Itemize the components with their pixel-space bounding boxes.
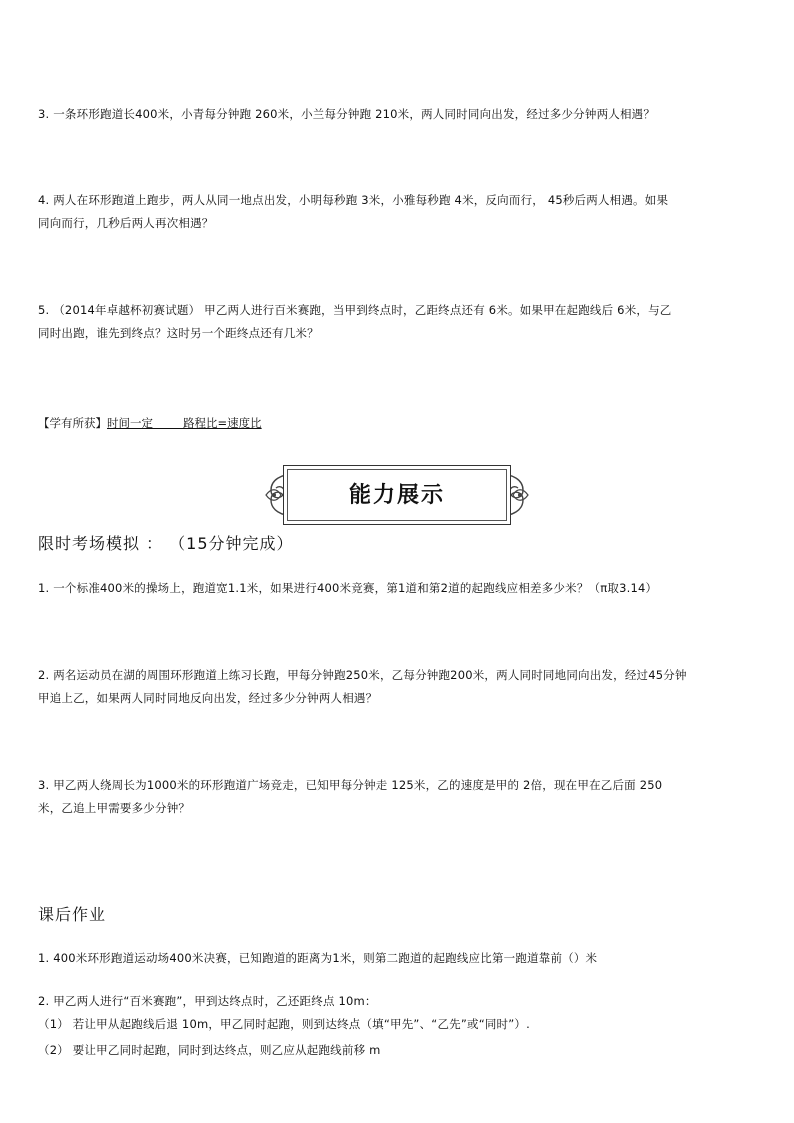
homework-question-1-text: 1. 400米环形跑道运动场400米决赛，已知跑道的距离为1米，则第二跑道的起跑线应比第一跑道靠前（ (38, 951, 574, 965)
question-3-text: 3. 一条环形跑道长400米，小青每分钟跑 260米，小兰每分钟跑 210米，两人同时同向出发，经过多少分钟两人相遇？ (38, 107, 656, 121)
homework-question-2-sub2 (38, 1039, 758, 1065)
timed-question-3-line2: 米，乙追上甲需要多少分钟？ (38, 801, 191, 815)
timed-question-2 (38, 664, 758, 710)
timed-question-1-text: 1. 一个标准400米的操场上，跑道宽1.1米，如果进行400米竞赛，第1道和第2道的起跑线应相差多少米？（π取3.14） (38, 581, 658, 595)
question-5-line2: 同时出跑，谁先到终点？这时另一个距终点还有几米？ (38, 326, 319, 340)
timed-question-2-line1: 2. 两名运动员在湖的周围环形跑道上练习长跑，甲每分钟跑250米，乙每分钟跑200米，两人同时同地同向出发，经过45分钟 (38, 668, 687, 682)
sub1-text: （1） 若让甲从起跑线后退 10m，甲乙同时起跑，则 (38, 1017, 314, 1031)
sub2-unit: m (369, 1043, 381, 1057)
timed-question-1 (38, 577, 758, 600)
timed-test-heading: 限时考场模拟 ： （15分钟完成） (38, 534, 294, 553)
homework-question-2-line1: 2. 甲乙两人进行“百米赛跑”，甲到达终点时，乙还距终点 10m： (38, 994, 377, 1008)
question-4 (38, 189, 758, 235)
homework-question-2 (38, 990, 758, 1065)
learning-gain (38, 415, 262, 431)
homework-question-2-sub1 (38, 1013, 758, 1039)
learning-gain-part1: 时间一定 (107, 416, 153, 430)
question-4-line2: 同向而行，几秒后两人再次相遇？ (38, 216, 214, 230)
homework-question-1 (38, 947, 758, 970)
timed-question-3 (38, 774, 758, 820)
sub2-text: （2） 要让甲乙同时起跑，同时到达终点，则乙应从起跑线前移 (38, 1043, 366, 1057)
ability-banner (263, 462, 531, 528)
learning-gain-gap (153, 416, 183, 429)
homework-question-1-unit: ）米 (573, 951, 598, 965)
question-5-line1: 5. （2014年卓越杯初赛试题） 甲乙两人进行百米赛跑，当甲到终点时，乙距终点还有 6米。如果甲在起跑线后 6米，与乙 (38, 303, 672, 317)
timed-question-3-line1: 3. 甲乙两人绕周长为1000米的环形跑道广场竞走，已知甲每分钟走 125米，乙的速度是甲的 2倍，现在甲在乙后面 250 (38, 778, 663, 792)
question-3 (38, 103, 758, 126)
banner-title: 能力展示 (348, 482, 445, 508)
question-4-line1: 4. 两人在环形跑道上跑步，两人从同一地点出发，小明每秒跑 3米，小雅每秒跑 4米，反向而行， 45秒后两人相遇。如果 (38, 193, 669, 207)
learning-gain-part2: 路程比=速度比 (183, 416, 262, 430)
question-5 (38, 299, 758, 345)
timed-question-2-line2: 甲追上乙，如果两人同时同地反向出发，经过多少分钟两人相遇？ (38, 691, 378, 705)
learning-gain-label: 【学有所获】 (38, 416, 107, 430)
sub1-text-after: 到达终点（填“甲先”、“乙先”或“同时”）. (313, 1017, 530, 1031)
homework-heading: 课后作业 (38, 905, 107, 924)
